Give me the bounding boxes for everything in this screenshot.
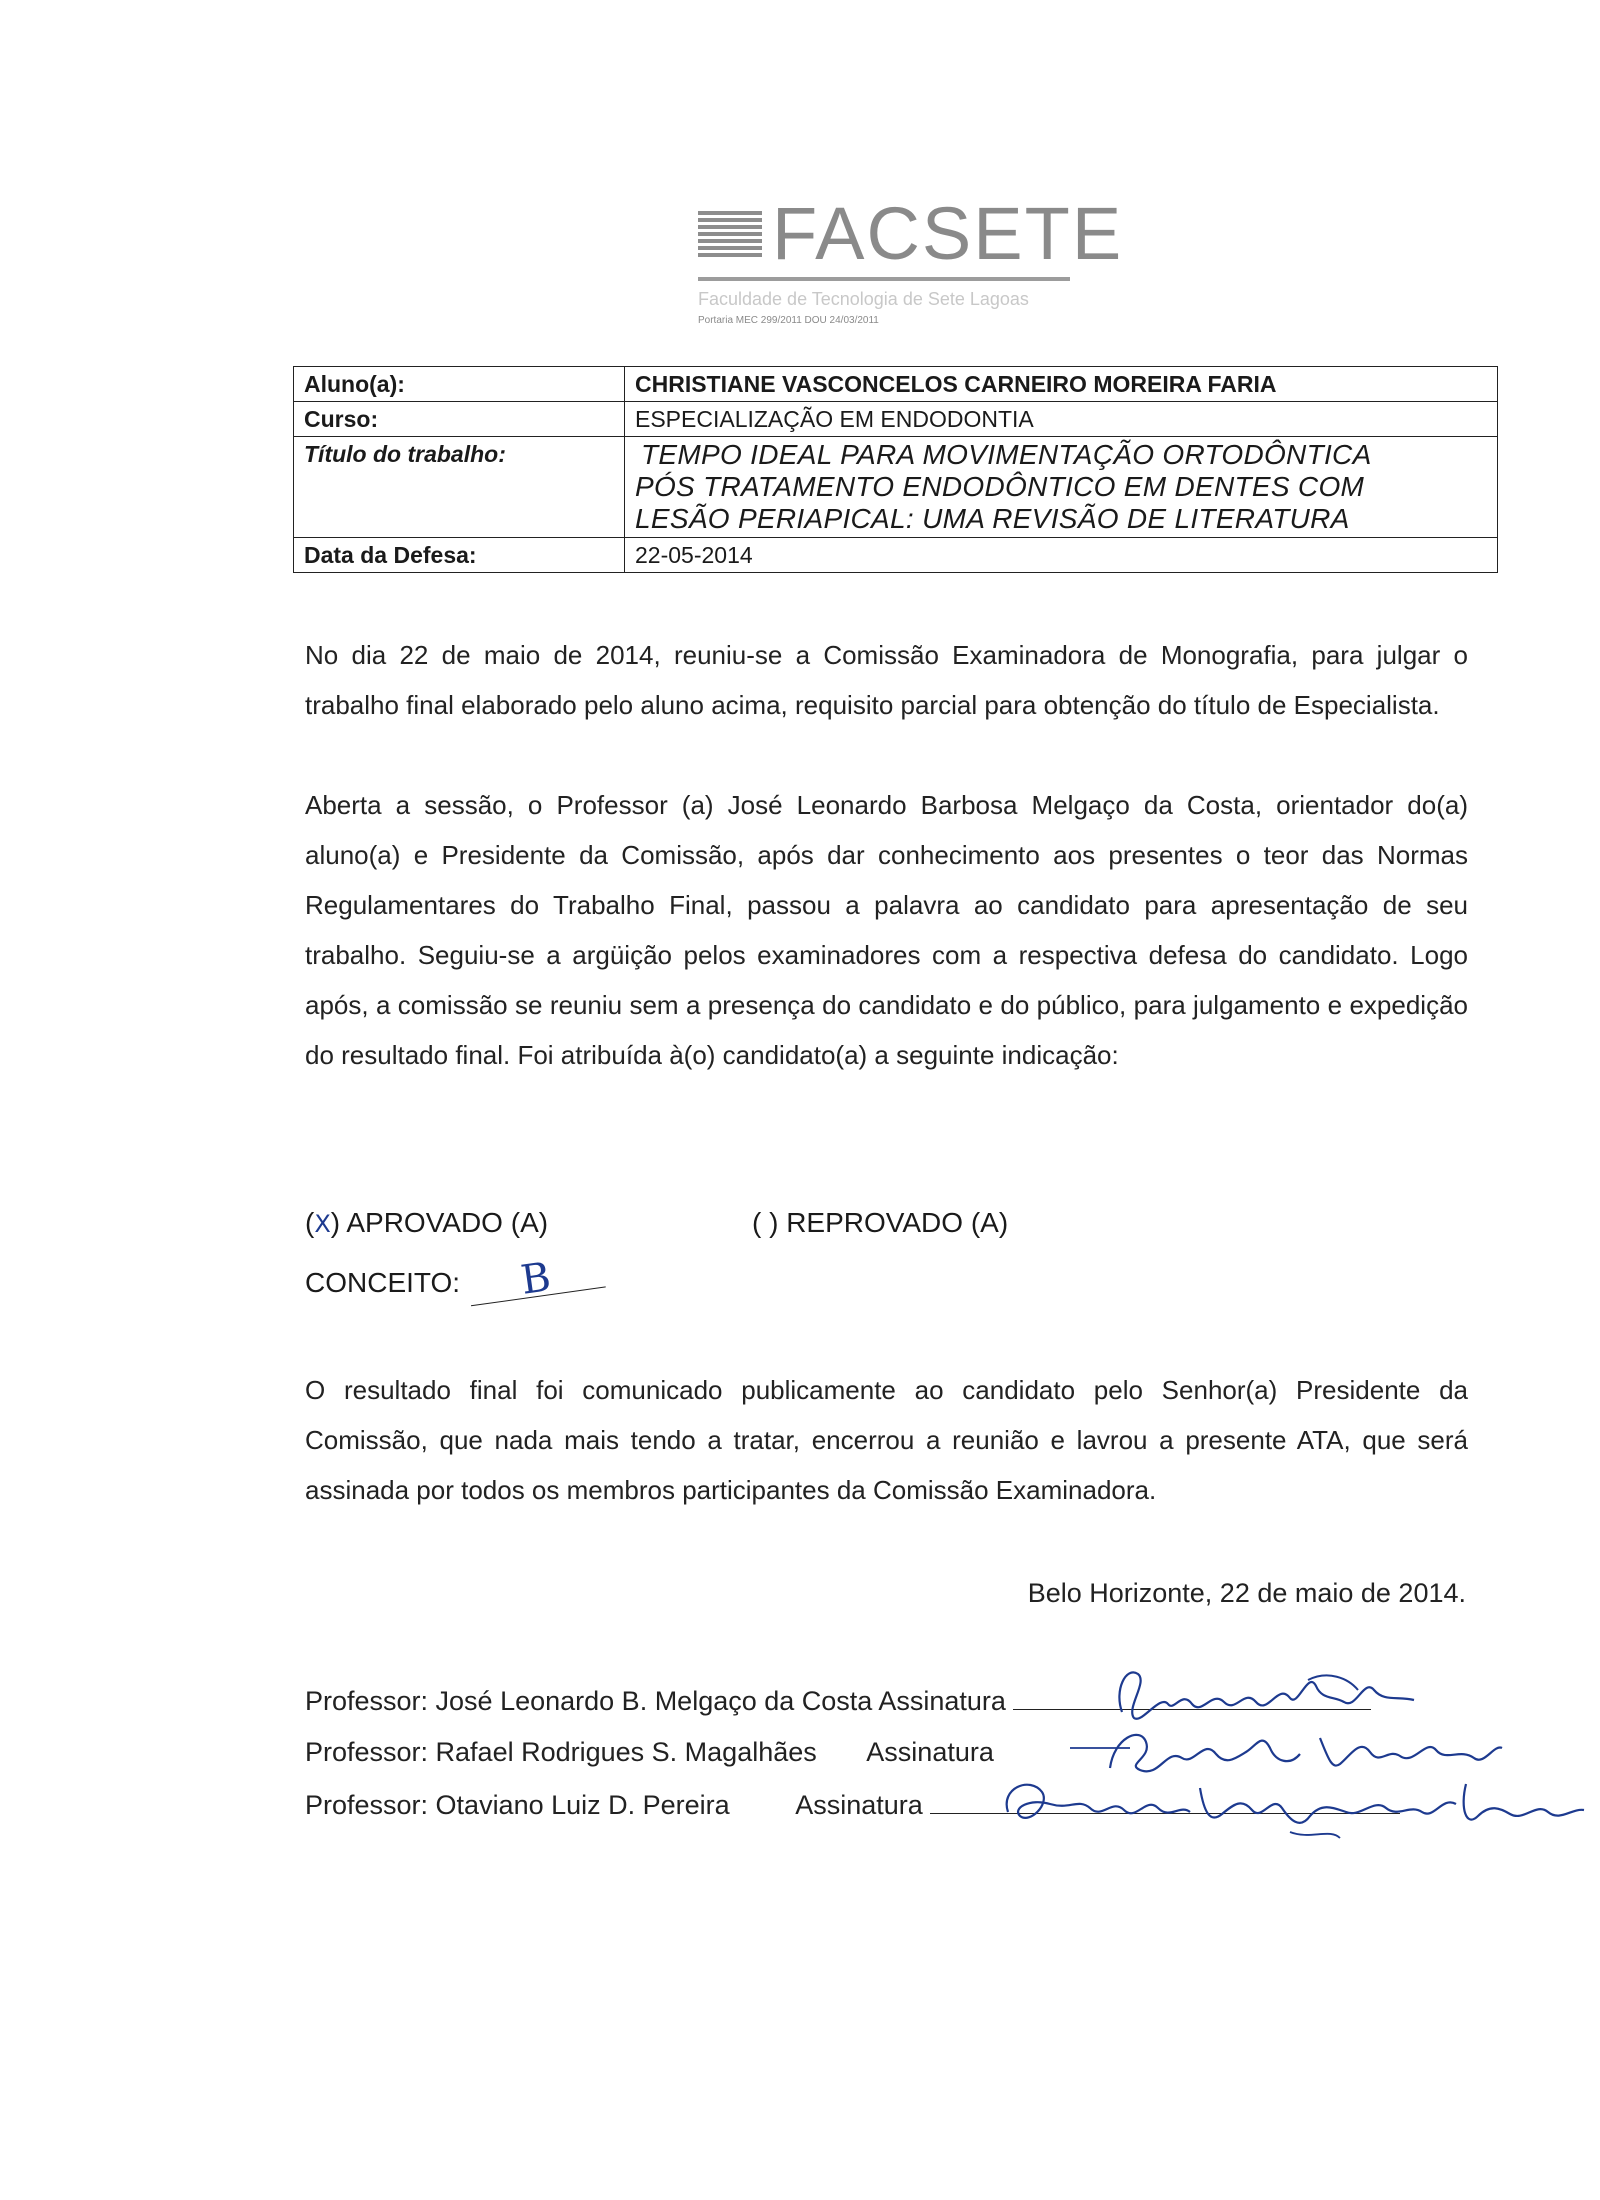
concept-line (305, 1254, 604, 1304)
defense-info-table (293, 366, 1498, 573)
concept-grade: B (466, 1253, 606, 1307)
approved-label: ) APROVADO (A) (330, 1207, 549, 1238)
logo-emblem-icon (698, 211, 762, 267)
title-label: Título do trabalho: (294, 437, 625, 538)
course-label: Curso: (294, 402, 625, 437)
professor-name: Professor: Otaviano Luiz D. Pereira (305, 1790, 730, 1820)
signature-label: Assinatura (866, 1737, 994, 1767)
title-value (625, 437, 1498, 538)
approved-paren: ( (305, 1207, 315, 1238)
place-date: Belo Horizonte, 22 de maio de 2014. (1027, 1578, 1466, 1608)
title-line: LESÃO PERIAPICAL: UMA REVISÃO DE LITERATURA (635, 503, 1350, 534)
student-value: CHRISTIANE VASCONCELOS CARNEIRO MOREIRA FARIA (625, 367, 1498, 402)
title-line: PÓS TRATAMENTO ENDODÔNTICO EM DENTES COM (635, 471, 1365, 502)
facsete-logo (698, 192, 1124, 326)
signature-label: Assinatura (878, 1686, 1006, 1716)
paragraph-session: Aberta a sessão, o Professor (a) José Leonardo Barbosa Melgaço da Costa, orientador do(a) aluno(a) e Presidente da Comissão, após dar conhecimento aos presentes o teor das Normas Regulamentares do Trabalho Final, passou a palavra ao candidato para apresentação de seu trabalho. Seguiu-se a argüição pelos examinadores com a respectiva defesa do candidato. Logo após, a comissão se reuniu sem a presença do candidato e do público, para julgamento e expedição do resultado final. Foi atribuída à(o) candidato(a) a seguinte indicação: (305, 790, 1468, 1070)
paragraph-meeting: No dia 22 de maio de 2014, reuniu-se a Comissão Examinadora de Monografia, para julgar o trabalho final elaborado pelo aluno acima, requisito parcial para obtenção do título de Especialista. (305, 640, 1468, 720)
reproved-option: ( ) REPROVADO (A) (752, 1207, 1009, 1238)
paragraph-result: O resultado final foi comunicado publicamente ao candidato pelo Senhor(a) Presidente da Comissão, que nada mais tendo a tratar, encerrou a reunião e lavrou a presente ATA, que será assinada por todos os membros participantes da Comissão Examinadora. (305, 1375, 1468, 1505)
logo-subtitle: Faculdade de Tecnologia de Sete Lagoas (698, 289, 1029, 309)
course-value: ESPECIALIZAÇÃO EM ENDODONTIA (625, 402, 1498, 437)
table-row (294, 367, 1498, 402)
signature-label: Assinatura (795, 1790, 923, 1820)
concept-label: CONCEITO: (305, 1267, 461, 1298)
title-line: TEMPO IDEAL PARA MOVIMENTAÇÃO ORTODÔNTICA (641, 439, 1372, 470)
signature-row (305, 1737, 994, 1768)
student-label: Aluno(a): (294, 367, 625, 402)
signature-3-image (990, 1768, 1590, 1848)
date-value: 22-05-2014 (625, 538, 1498, 573)
professor-name: Professor: Rafael Rodrigues S. Magalhães (305, 1737, 817, 1767)
logo-registration: Portaria MEC 299/2011 DOU 24/03/2011 (698, 315, 879, 326)
table-row (294, 538, 1498, 573)
professor-name: Professor: José Leonardo B. Melgaço da Costa (305, 1686, 873, 1716)
approved-option (305, 1207, 548, 1239)
date-label: Data da Defesa: (294, 538, 625, 573)
table-row (294, 437, 1498, 538)
approved-check-mark: X (314, 1210, 331, 1238)
logo-wordmark: FACSETE (772, 192, 1124, 275)
table-row (294, 402, 1498, 437)
logo-rule (698, 277, 1070, 281)
